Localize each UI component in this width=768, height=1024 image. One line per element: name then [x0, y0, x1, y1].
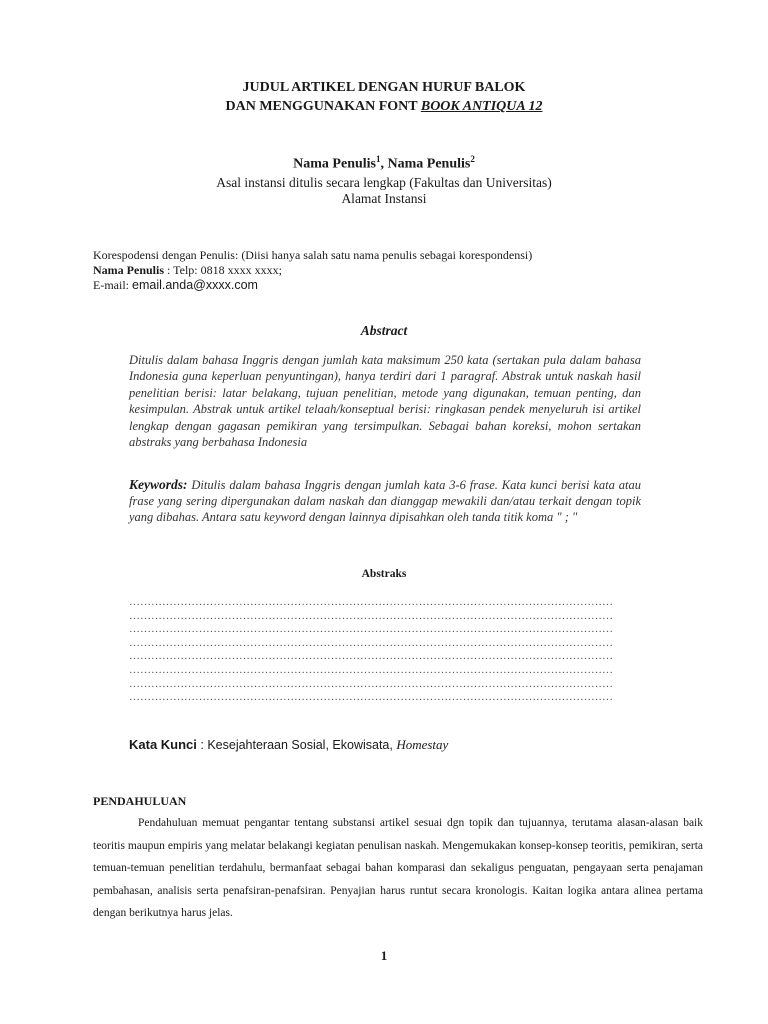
kata-kunci-terms: : Kesejahteraan Sosial, Ekowisata,	[196, 738, 397, 752]
correspondence-name-label: Nama Penulis	[93, 263, 165, 277]
title-font-name: BOOK ANTIQUA 12	[420, 99, 543, 114]
author-2: Nama Penulis	[387, 156, 471, 172]
correspondence-note: Korespodensi dengan Penulis: (Diisi hanya salah satu nama penulis sebagai korespondensi)	[93, 248, 533, 262]
dot-line: ……………………………………………………………………………………………………………………	[129, 609, 613, 622]
kata-kunci-label: Kata Kunci	[129, 737, 197, 752]
correspondence-email-line	[93, 278, 693, 293]
institution-name: Asal instansi ditulis secara lengkap (Fakultas dan Universitas)	[216, 175, 552, 190]
keywords-body: Ditulis dalam bahasa Inggris dengan jumlah kata 3-6 frase. Kata kunci berisi kata atau frase yang sering dipergunakan dalam naskah dan dianggap mewakili dan/atau terkait dengan topik yang dibahas. Antara satu keyword dengan lainnya dipisahkan oleh tanda titik koma " ; "	[129, 478, 641, 525]
kata-kunci-italic-term: Homestay	[396, 737, 449, 752]
dot-line: ……………………………………………………………………………………………………………………	[129, 677, 613, 690]
dot-line: ……………………………………………………………………………………………………………………	[129, 650, 613, 663]
dot-line: ……………………………………………………………………………………………………………………	[129, 596, 613, 608]
article-title	[0, 78, 768, 116]
pendahuluan-paragraph: Pendahuluan memuat pengantar tentang substansi artikel sesuai dgn topik dan tujuannya, terutama alasan-alasan baik teoritis maupun empiris yang melatar belakangi kegiatan penulisan naskah. Mengemukakan konsep-konsep teoritis, pemikiran, serta temuan-temuan penelitian terdahulu, bermanfaat sebagai bahan komparasi dan sekaligus penguatan, pengayaan serta penajaman pembahasan, analisis serta penafsiran-penafsiran. Penyajian harus runtut secara kronologis. Kaitan logika antara alinea pertama dengan berikutnya harus jelas.	[93, 817, 703, 920]
pendahuluan-body	[93, 812, 703, 925]
abstract-heading: Abstract	[360, 323, 408, 338]
correspondence-phone: : Telp: 0818 xxxx xxxx;	[164, 263, 282, 277]
dot-line: ……………………………………………………………………………………………………………………	[129, 691, 613, 704]
page-number: 1	[380, 948, 388, 963]
abstraks-heading: Abstraks	[361, 568, 407, 580]
abstraks-placeholder-lines	[129, 596, 639, 705]
kata-kunci-line	[129, 737, 448, 753]
dot-line: ……………………………………………………………………………………………………………………	[129, 623, 613, 636]
institution-address: Alamat Instansi	[341, 191, 427, 206]
abstract-body: Ditulis dalam bahasa Inggris dengan jumlah kata maksimum 250 kata (sertakan pula dalam bahasa Indonesia guna keperluan penyuntingan), hanya terdiri dari 1 paragraf. Abstrak untuk naskah hasil penelitian berisi: latar belakang, tujuan penelitian, metode yang digunakan, temuan penting, dan kesimpulan. Abstrak untuk artikel telaah/konseptual berisi: ringkasan pendek menyeluruh isi artikel lengkap dengan gagasan pemikiran yang tersimpulkan. Sebagai bahan koreksi, mohon sertakan abstraks yang berbahasa Indonesia	[129, 353, 641, 450]
author-2-affiliation: 2	[470, 154, 475, 164]
author-separator: ,	[380, 156, 388, 172]
section-heading-pendahuluan: PENDAHULUAN	[93, 794, 187, 808]
author-1-affiliation: 1	[376, 154, 381, 164]
correspondence-contact	[93, 263, 693, 278]
title-line-1: JUDUL ARTIKEL DENGAN HURUF BALOK	[242, 80, 526, 95]
keywords-label: Keywords:	[129, 477, 188, 492]
email-label: E-mail:	[93, 278, 132, 292]
author-1: Nama Penulis	[293, 156, 376, 172]
dot-line: ……………………………………………………………………………………………………………………	[129, 636, 613, 649]
institution-block	[0, 175, 768, 207]
correspondence-block	[93, 248, 693, 293]
title-line-2-prefix: DAN MENGGUNAKAN FONT	[225, 99, 421, 114]
email-address: email.anda@xxxx.com	[132, 278, 258, 292]
keywords-block	[129, 477, 641, 526]
title-line-2	[0, 97, 768, 116]
author-names	[0, 154, 768, 173]
dot-line: ……………………………………………………………………………………………………………………	[129, 663, 613, 676]
